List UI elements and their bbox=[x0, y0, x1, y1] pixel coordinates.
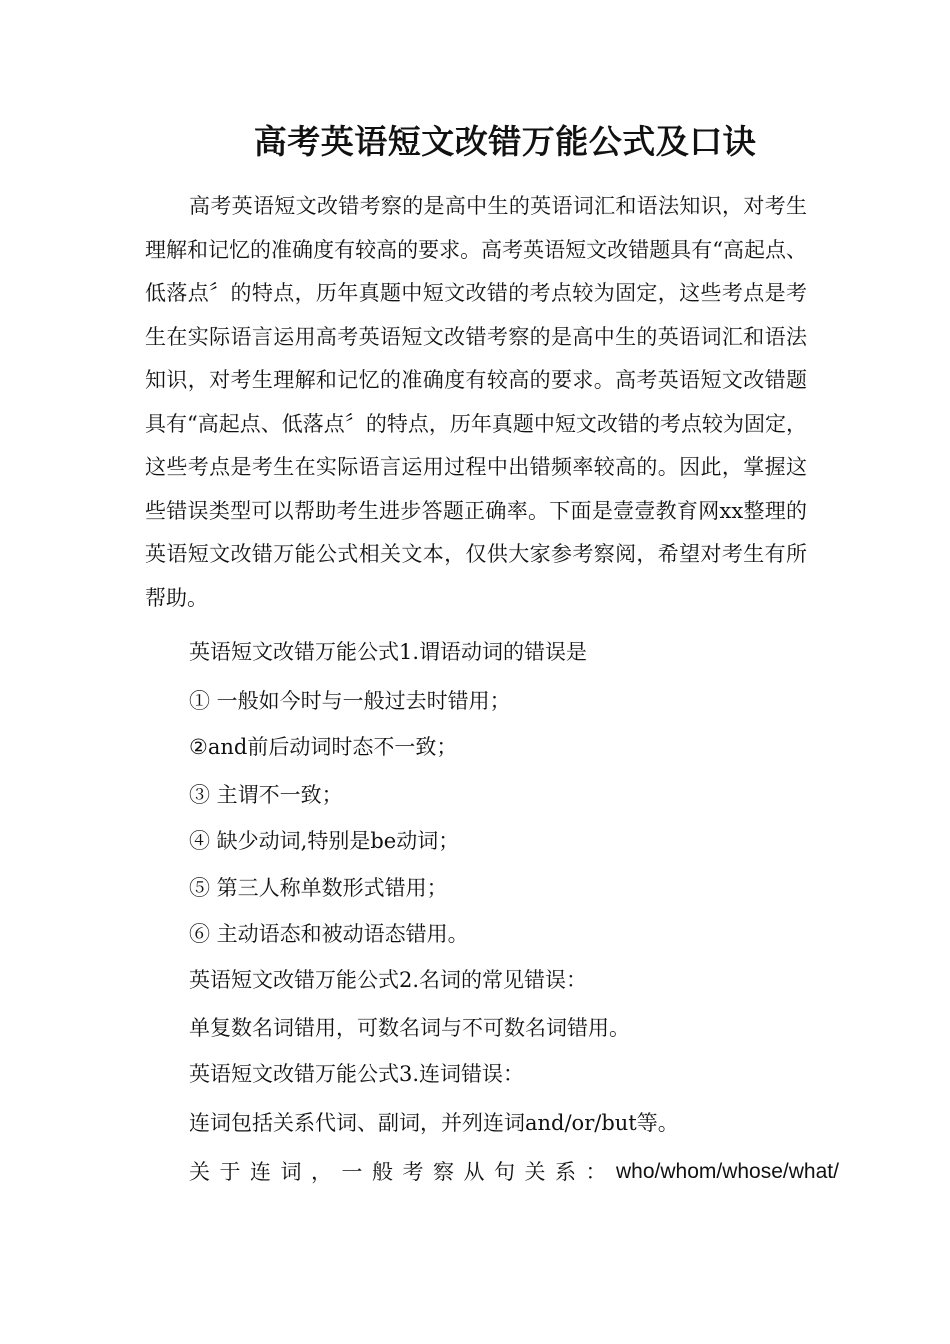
formula1-item-5: ⑤ 第三人称单数形式错用； bbox=[189, 876, 448, 900]
formula3-heading: 英语短文改错万能公式3.连词错误： bbox=[189, 1062, 525, 1086]
formula3-body: 连词包括关系代词、副词，并列连词and/or/but等。 bbox=[189, 1111, 679, 1135]
formula1-heading: 英语短文改错万能公式1.谓语动词的错误是 bbox=[189, 640, 588, 664]
formula1-item-2: ②and前后动词时态不一致； bbox=[189, 735, 458, 759]
formula2-heading: 英语短文改错万能公式2.名词的常见错误： bbox=[189, 968, 588, 992]
formula1-item-4: ④ 缺少动词,特别是be动词； bbox=[189, 829, 460, 853]
formula3-last-line-suffix: who/whom/whose/what/ bbox=[616, 1160, 839, 1183]
formula1-item-3: ③ 主谓不一致； bbox=[189, 783, 343, 807]
intro-paragraph: 高考英语短文改错考察的是高中生的英语词汇和语法知识，对考生理解和记忆的准确度有较高的要求。高考英语短文改错题具有“高起点、低落点〞的特点，历年真题中短文改错的考点较为固定，这些考点是考生在实际语言运用高考英语短文改错考察的是高中生的英语词汇和语法知识，对考生理解和记忆的准确度有较高的要求。高考英语短文改错题具有“高起点、低落点〞的特点，历年真题中短文改错的考点较为固定，这些考点是考生在实际语言运用过程中出错频率较高的。因此，掌握这些错误类型可以帮助考生进步答题正确率。下面是壹壹教育网xx整理的英语短文改错万能公式相关文本，仅供大家参考察阅，希望对考生有所帮助。 bbox=[145, 194, 807, 610]
formula3-last-line-prefix: 关于连词，一般考察从句关系： bbox=[189, 1160, 616, 1184]
formula1-item-6: ⑥ 主动语态和被动语态错用。 bbox=[189, 922, 469, 946]
formula1-item-1: ① 一般如今时与一般过去时错用； bbox=[189, 689, 511, 713]
page-title: 高考英语短文改错万能公式及口诀 bbox=[253, 122, 757, 161]
formula2-body: 单复数名词错用，可数名词与不可数名词错用。 bbox=[189, 1016, 630, 1040]
formula3-last-line bbox=[189, 1157, 839, 1187]
